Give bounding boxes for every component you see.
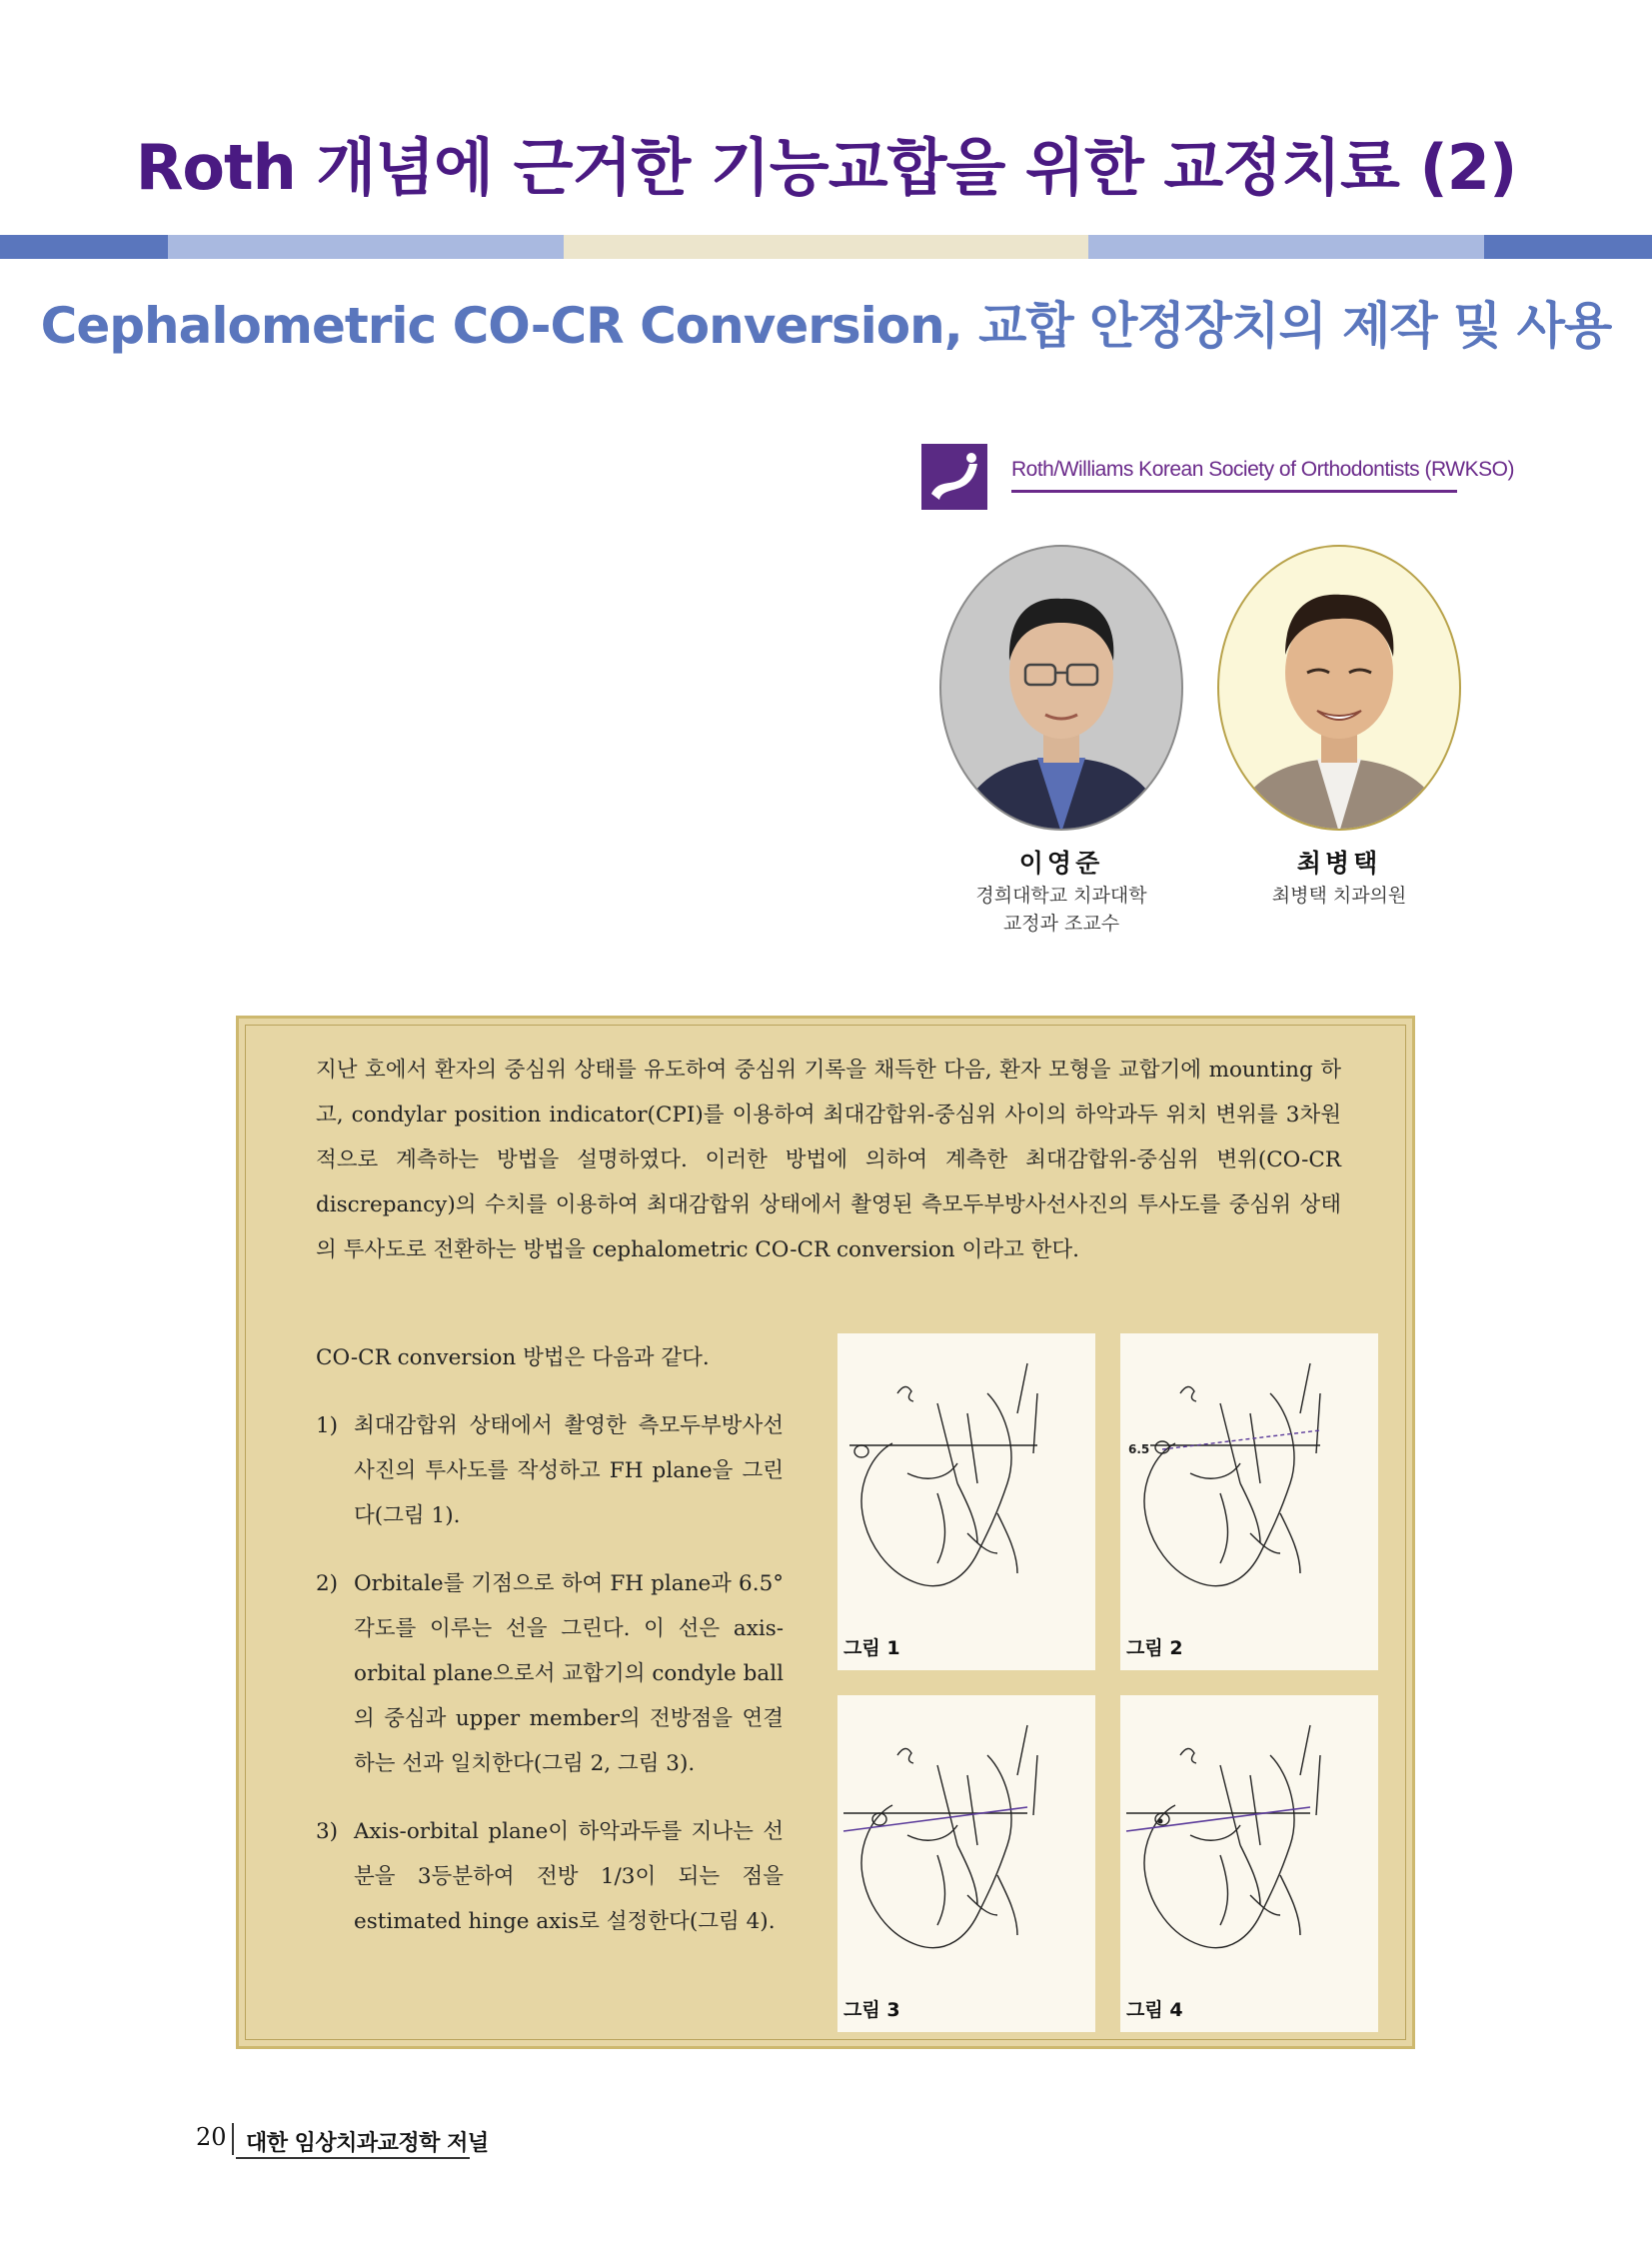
title-band-right-light <box>1088 235 1484 259</box>
author-photo-1 <box>937 543 1185 833</box>
step-item <box>316 1403 784 1538</box>
figure-3 <box>837 1695 1095 2032</box>
footer-rule <box>236 2157 470 2159</box>
steps-lead: CO-CR conversion 방법은 다음과 같다. <box>316 1345 710 1370</box>
journal-name: 대한 임상치과교정학 저널 <box>246 2131 489 2156</box>
rwkso-logo-icon <box>921 444 987 510</box>
intro-paragraph: 지난 호에서 환자의 중심위 상태를 유도하여 중심위 기록을 채득한 다음, 환자 모형을 교합기에 mounting 하고, condylar position indicator(CPI)를 이용하여 최대감합위-중심위 사이의 하악과두 위치 변위를 3차원적으로 계측하는 방법을 설명하였다. 이러한 방법에 의하여 계측한 최대감합위-중심위 변위(CO-CR discrepancy)의 수치를 이용하여 최대감합위 상태에서 촬영된 측모두부방사선사진의 투사도를 중심위 상태의 투사도로 전환하는 방법을 cephalometric CO-CR conversion 이라고 한다. <box>316 1058 1341 1262</box>
step-text: Axis-orbital plane이 하악과두를 지나는 선분을 3등분하여 전방 1/3이 되는 점을 estimated hinge axis로 설정한다(그림 4). <box>354 1819 784 1934</box>
step-text: 최대감합위 상태에서 촬영한 측모두부방사선사진의 투사도를 작성하고 FH plane을 그린다(그림 1). <box>354 1413 784 1528</box>
society-underline <box>1011 490 1457 493</box>
figure-1 <box>837 1333 1095 1670</box>
title-band-left-light <box>168 235 564 259</box>
angle-label: 6.5 <box>1128 1442 1150 1456</box>
step-number: 2) <box>316 1571 339 1596</box>
article-subtitle: Cephalometric CO-CR Conversion, 교합 안정장치의 제작 및 사용 <box>40 297 1612 355</box>
title-band-right <box>1484 235 1652 259</box>
figure-2-caption: 그림 2 <box>1126 1637 1183 1659</box>
figure-2 <box>1120 1333 1378 1670</box>
author-affiliation-1a: 경희대학교 치과대학 <box>975 885 1147 907</box>
author-affiliation-1b: 교정과 조교수 <box>1002 913 1120 935</box>
author-name-2: 최병택 <box>1296 849 1382 878</box>
figure-4-caption: 그림 4 <box>1126 1999 1183 2021</box>
figure-3-caption: 그림 3 <box>843 1999 900 2021</box>
figure-4 <box>1120 1695 1378 2032</box>
figure-1-caption: 그림 1 <box>843 1637 900 1659</box>
tracing-2-drawing <box>1120 1333 1378 1670</box>
tracing-1-drawing <box>837 1333 1095 1670</box>
title-band-left <box>0 235 168 259</box>
steps-list <box>316 1335 784 1967</box>
article-title: Roth 개념에 근거한 기능교합을 위한 교정치료 (2) <box>135 131 1517 204</box>
footer-divider <box>232 2123 234 2155</box>
tracing-4-drawing <box>1120 1695 1378 2032</box>
title-band-center <box>564 235 1088 259</box>
step-item <box>316 1809 784 1944</box>
author-photo-2 <box>1215 543 1463 833</box>
step-number: 3) <box>316 1819 339 1844</box>
society-name: Roth/Williams Korean Society of Orthodontists (RWKSO) <box>1011 458 1514 481</box>
page-number: 20 <box>196 2123 227 2151</box>
society-header <box>921 444 1514 510</box>
step-item <box>316 1561 784 1786</box>
tracing-3-drawing <box>837 1695 1095 2032</box>
author-name-1: 이영준 <box>1018 849 1104 878</box>
step-text: Orbitale를 기점으로 하여 FH plane과 6.5° 각도를 이루는 선을 그린다. 이 선은 axis-orbital plane으로서 교합기의 condyle ball의 중심과 upper member의 전방점을 연결하는 선과 일치한다(그림 2, 그림 3). <box>354 1571 784 1776</box>
author-affiliation-2a: 최병택 치과의원 <box>1271 885 1407 907</box>
step-number: 1) <box>316 1413 339 1438</box>
